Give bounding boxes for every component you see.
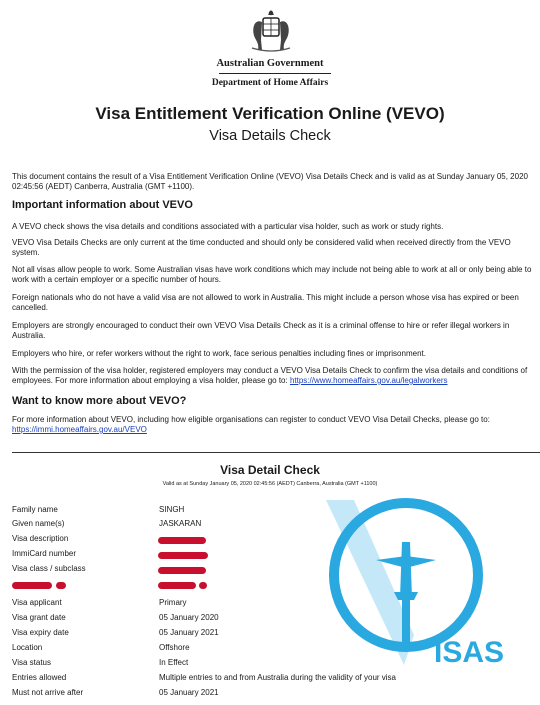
label-family-name: Family name: [12, 505, 58, 514]
visa-detail-check-title: Visa Detail Check: [220, 463, 320, 477]
important-paragraph-7: [12, 366, 540, 386]
header-divider: [219, 73, 331, 74]
value-family-name: SINGH: [159, 505, 185, 514]
label-visa-class: Visa class / subclass: [12, 564, 86, 573]
important-heading: Important information about VEVO: [12, 199, 193, 211]
coat-of-arms-icon: [246, 8, 296, 54]
label-given-names: Given name(s): [12, 519, 65, 528]
watermark-text: ISAS: [434, 636, 505, 669]
value-visa-expiry-date: 05 January 2021: [159, 628, 219, 637]
page-subtitle: Visa Details Check: [209, 128, 331, 144]
visas-watermark-logo: [316, 500, 505, 670]
visa-detail-valid-as-at: Valid as at Sunday January 05, 2020 02:45:56 (AEDT) Canberra, Australia (GMT +1100): [162, 481, 378, 487]
value-given-names: JASKARAN: [159, 519, 202, 528]
value-visa-status: In Effect: [159, 658, 189, 667]
department-name: Department of Home Affairs: [211, 78, 329, 88]
important-paragraph-3: Not all visas allow people to work. Some Australian visas have work conditions which may include not being able to work at all or only being able to work with a certain employer or a specific number of hours.: [12, 265, 532, 284]
employing-info-text: With the permission of the visa holder, registered employers may conduct a VEVO Visa Details Check to confirm the visa details and conditions of employees. For more information about employing a visa holder, please go to:: [12, 366, 528, 385]
important-paragraph-2: VEVO Visa Details Checks are only current at the time conducted and should only be considered valid when received directly from the VEVO system.: [12, 238, 511, 257]
section-divider: [12, 452, 540, 453]
label-visa-status: Visa status: [12, 658, 51, 667]
redaction-mark: [158, 582, 196, 589]
more-info-text: For more information about VEVO, including how eligible organisations can register to conduct VEVO Visa Detail Checks, please go to:: [12, 415, 490, 424]
redaction-mark: [12, 582, 52, 589]
value-entries-allowed: Multiple entries to and from Australia during the validity of your visa: [159, 673, 397, 682]
redaction-mark: [158, 537, 206, 544]
vevo-link[interactable]: https://immi.homeaffairs.gov.au/VEVO: [12, 425, 147, 434]
value-location: Offshore: [159, 643, 190, 652]
value-visa-grant-date: 05 January 2020: [159, 613, 219, 622]
government-name: Australian Government: [216, 58, 324, 69]
redaction-mark: [199, 582, 207, 589]
important-paragraph-4: Foreign nationals who do not have a valid visa are not allowed to work in Australia. This might include a person whose visa has expired or been cancelled.: [12, 293, 519, 312]
intro-paragraph: This document contains the result of a Visa Entitlement Verification Online (VEVO) Visa Details Check and is valid as at Sunday January 05, 2020 02:45:56 (AEDT) Canberra, Australia (GMT +1100).: [12, 172, 528, 191]
important-paragraph-1: A VEVO check shows the visa details and conditions associated with a particular visa holder, such as work or study rights.: [12, 222, 444, 231]
more-paragraph: [12, 415, 540, 435]
label-visa-applicant: Visa applicant: [12, 598, 62, 607]
label-visa-grant-date: Visa grant date: [12, 613, 66, 622]
label-visa-description: Visa description: [12, 534, 69, 543]
page-title: Visa Entitlement Verification Online (VEVO): [95, 104, 445, 123]
important-paragraph-6: Employers who hire, or refer workers without the right to work, face serious penalties including fines or imprisonment.: [12, 349, 426, 358]
label-location: Location: [12, 643, 43, 652]
redaction-mark: [158, 567, 206, 574]
redaction-mark: [158, 552, 208, 559]
redaction-mark: [56, 582, 66, 589]
label-visa-expiry-date: Visa expiry date: [12, 628, 69, 637]
value-visa-applicant: Primary: [159, 598, 187, 607]
label-immicard-number: ImmiCard number: [12, 549, 77, 558]
legalworkers-link[interactable]: https://www.homeaffairs.gov.au/legalworkers: [289, 376, 448, 385]
value-must-not-arrive-after: 05 January 2021: [159, 688, 219, 697]
important-paragraph-5: Employers are strongly encouraged to conduct their own VEVO Visa Details Check as it is a criminal offense to hire or refer illegal workers in Australia.: [12, 321, 510, 340]
more-heading: Want to know more about VEVO?: [12, 395, 187, 407]
label-entries-allowed: Entries allowed: [12, 673, 67, 682]
label-must-not-arrive-after: Must not arrive after: [12, 688, 84, 697]
